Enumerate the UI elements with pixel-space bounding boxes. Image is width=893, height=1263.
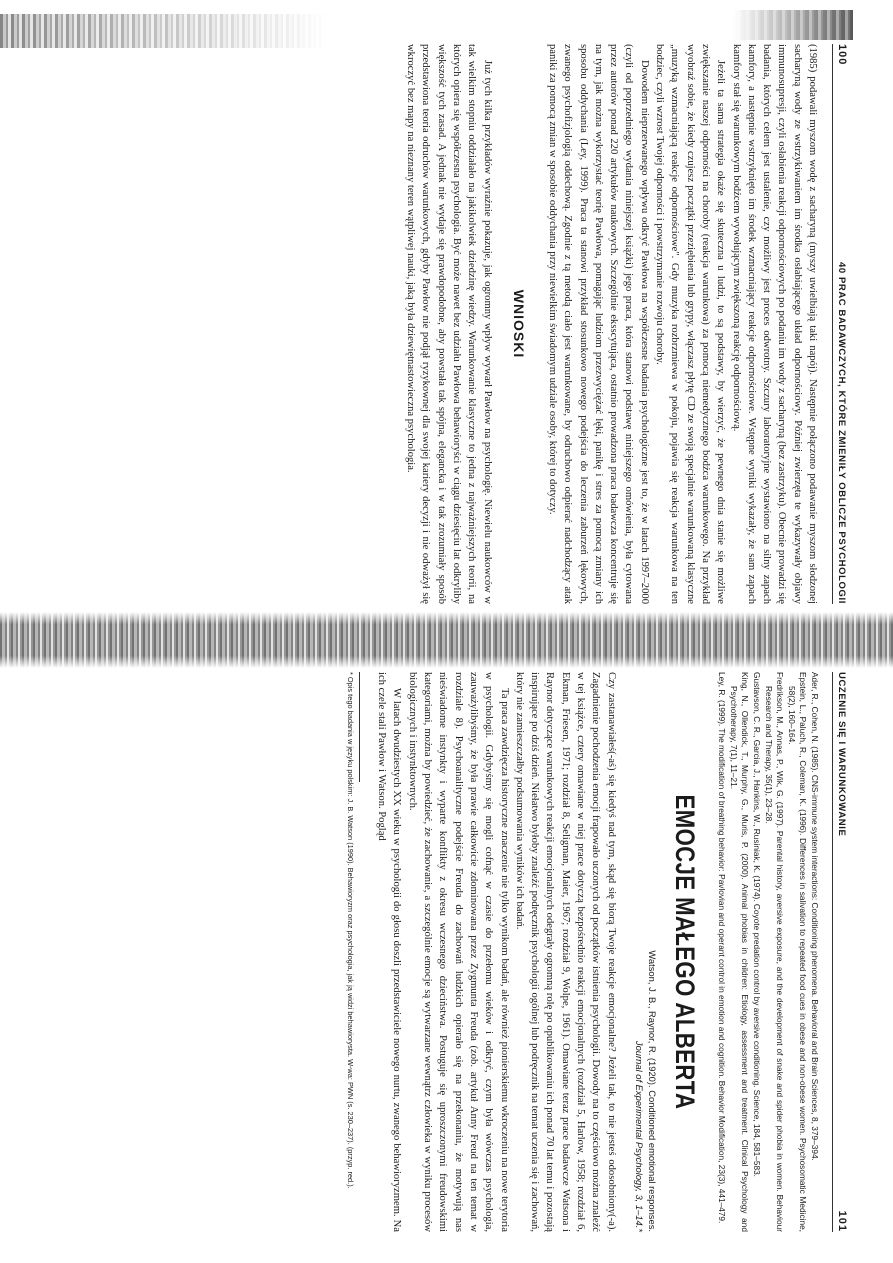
- running-head-title: UCZENIE SIĘ I WARUNKOWANIE: [836, 672, 847, 837]
- paragraph: Ta praca zawdzięcza historyczne znaczenie nie tylko wynikom badań, ale również pionierskiemu wkroczeniu na nowe terytoria w psychologii. Gdybyśmy się mogli cofnąć w czasie do przełomu wieków i odkryć, czym była wówczas psychologia, zauważylibyśmy, że była prawie całkowicie zdominowana przez Zygmunta Freuda (zob. artykuł Anny Freud na ten temat w rozdziale 8). Psychoanalityczne podejście Freuda do zachowań ludzkich opierało się na przekonaniu, że motywują nas nieświadome instynkty i wyparte konflikty z okresu wczesnego dzieciństwa. Postuguje się uproszczonymi freudowskimi kategoriami, można by powiedzieć, że zachowanie, a szczególnie emocje są wytwarzane wewnątrz człowieka w wyniku procesów biologicznych i instynktownych.: [406, 672, 510, 1232]
- chapter-source-line: Watson, J. B., Raynor, R. (1920). Conditioned emotional responses.: [646, 950, 658, 1232]
- paragraph: Jeżeli ta sama strategia okaże się skuteczna u ludzi, to są podstawy, by wierzyć, że pewnego dnia stanie się możliwe zwiększanie naszej odporności na choroby (reakcja warunkowa) za pomocą niemedycznego bodźca warunkowego. Na przykład wyobraź sobie, że kiedy czujesz początki przeziębienia lub grypy, włączasz płytę CD ze swoją specjalnie warunkowaną klasyczne „muzyką wzmacniającą reakcje odpornościowe". Gdy muzyka rozbrzmiewa w pokoju, pojawia się reakcja warunkowa na ten bodziec, czyli wzrost Twojej odporności i powstrzymanie rozwoju choroby.: [654, 44, 727, 604]
- scan-shadow-top-right: [733, 10, 853, 40]
- reference-list: [716, 672, 820, 1232]
- book-gutter-shadow: [0, 612, 893, 668]
- page-101: [43, 672, 848, 1232]
- reference-item: Epstein, L., Paluch, R., Coleman, K. (1996). Differences in salivation to repeated food cues in obese and non-obese women. Psychosomatic Medicine, 58(2), 160–164.: [786, 672, 809, 1232]
- running-head: [832, 672, 848, 1232]
- reference-item: King, N., Ollendick, T., Murphy, G., Muris, P. (2000). Animal phobias in children: Etiology, assessment and treatment. Clinical Psychology and Psychotherapy, 7(1), 11–21.: [728, 672, 751, 1232]
- chapter-source: [633, 672, 659, 1232]
- reference-item: Fredrikson, M., Annas, P., Wik, G. (1997). Parental history, aversive exposure, and the development of snake and spider phobia in women. Behaviour Research and Therapy, 35(1), 23–28.: [763, 672, 786, 1232]
- chapter-title: EMOCJE MAŁEGO ALBERTA: [669, 794, 700, 1110]
- chapter-source-journal: Journal of Experimental Psychology, 3, 1–14.*: [633, 1040, 645, 1232]
- reference-item: Gustavson, C. R., Garcia, J., Hankins, W., Rusiniak, K. (1974). Coyote predation control by aversive conditioning. Science, 184, 581–583.: [752, 672, 763, 1177]
- paragraph: Dowodem nieprzerwanego wpływu odkryć Pawłowa na współczesne badania psychologiczne jest to, że w latach 1997–2000 (czyli od poprzedniego wydania niniejszej książki) jego praca, która stanowi podstawę niniejszego omówienia, była cytowana przez autorów ponad 220 artykułów naukowych. Szczególnie eksscytująca, ostatnio prowadzona praca badawcza koncentruje się na tym, jak można wykorzystać teorię Pawłowa, pomagając ludziom przezwyciężać lęki, panikę i stres za pomocą zmiany ich sposobu oddychania (Ley, 1999). Praca ta stanowi przykład stosunkowo nowego podejścia do leczenia zaburzeń lękowych, zwanego psychofizjologią oddechową. Zgodnie z tą metodą ciało jest warunkowane, by odruchowo odpierać nadchodzący atak paniki za pomocą zmian w sposobie oddychania przy niewielkim świadomym udziale osoby, której to dotyczy.: [546, 44, 650, 604]
- page-number: 101: [836, 1210, 848, 1232]
- scan-shadow-top-left: [0, 14, 330, 48]
- running-head: [832, 44, 848, 604]
- reference-item: Ader, R., Cohen, N. (1985). CNS-immune system interactions: Conditioning phenomena. Behavioral and Brain Sciences, 8, 379–394.: [810, 672, 820, 1161]
- footnote-divider: [359, 672, 360, 782]
- section-heading: WNIOSKI: [510, 289, 527, 359]
- conclusion-paragraph: Już tych kilka przykładów wyraźnie pokazuje, jak ogromny wpływ wywarł Pawłow na psychologię. Niewielu naukowców w tak wielkim stopniu oddziałało na jakikolwiek dziedzinę wiedzy. Warunkowanie klasyczne to jedna z najważniejszych teorii, na których opiera się współczesna psychologia. Być może nawet bez udziału Pawłowa behawioryści w ciągu dziesięciu lat odkryliby większość tych zasad. A jednak nie wydaje się prawdopodobne, aby powstała tak spójna, elegancka i w tak zrozumiały sposób przedstawiona teoria odruchów warunkowych, gdyby Pawłow nie podjął ryzykownej dla swojej kariery decyzji i nie odważył się wkroczyć bez mapy na nieznany teren wątpliwej nauki, jaką była dziewiętnastowieczna psychologia.: [405, 44, 493, 604]
- paragraph: W latach dwudziestych XX wieku w psychologii do głosu doszli przedstawiciele nowego nurtu, zwanego behawioryzmem. Na ich czele stali Pawłow i Watson. Pogląd: [376, 672, 403, 1232]
- paragraph: Czy zastanawiałeś(-aś) się kiedyś nad tym, skąd się biorą Twoje reakcje emocjonalne? Jeżeli tak, to nie jesteś odosobniony(-a). Zagadnienie pochodzenia emocji frapowało uczonych od początków istnienia psychologii. Dowody na to częściowo można znaleźć w tej książce, cztery omawiane w niej prace dotyczą bezpośrednio reakcji emocjonalnych (rozdział 5, Harlow, 1958; rozdział 6, Ekman, Friesen, 1971; rozdział 8, Seligman, Maier, 1967; rozdział 9, Wolpe, 1961). Omawiane teraz prace badawcze Watsona i Raynor dotyczące warunkowych reakcji emocjonalnych odegrały ogromną rolę po opublikowaniu ich ponad 70 lat temu i pozostają inspirujące po dziś dzień. Niełatwo byłoby znaleźć podręcznik psychologii ogólnej lub podręcznik na temat uczenia się i zachowań, który nie zamieszczałby podsumowania wyników ich badań.: [513, 672, 617, 1232]
- page-number: 100: [836, 44, 848, 66]
- footnote: * Opis tego badania w języku polskim: J. B. Watson (1990). Behawioryzm oraz psychologia, jak ją widzi behawiorysta. W-wa: PWN (s. 230–237). (przyp. red.).: [345, 672, 355, 1189]
- page-100: [43, 44, 848, 604]
- reference-item: Ley, R. (1999). The modification of breathing behavior: Pavlovian and operant control in emotion and cognition. Behavior Modification, 23(3), 441–479.: [717, 672, 728, 1224]
- running-head-title: 40 PRAC BADAWCZYCH, KTÓRE ZMIENIŁY OBLICZE PSYCHOLOGII: [836, 261, 847, 604]
- paragraph: (1985) podawali myszom wodę z sacharyną (myszy uwielbiają taki napój). Następnie połączono podawanie myszom słodzonej sacharyną wody ze wstrzykiwaniem im środka osłabiającego układ odpornościowy. Później zwierzęta te wykazywały objawy immunosupresji, czyli osłabienia reakcji odpornościowych po podaniu im wody z sacharyną (bez zastrzyku). Obecnie prowadzi się badania, których celem jest ustalenie, czy możliwy jest proces odwrotny. Szczury laboratoryjne wystawiono na silny zapach kamfory, a następnie wstrzyknięto im środek wzmacniający reakcje odpornościowe. Wstępne wyniki wykazały, że sam zapach kamfory stał się warunkowym bodźcem wywołującym zwiększoną reakcję odpornościową.: [730, 44, 818, 604]
